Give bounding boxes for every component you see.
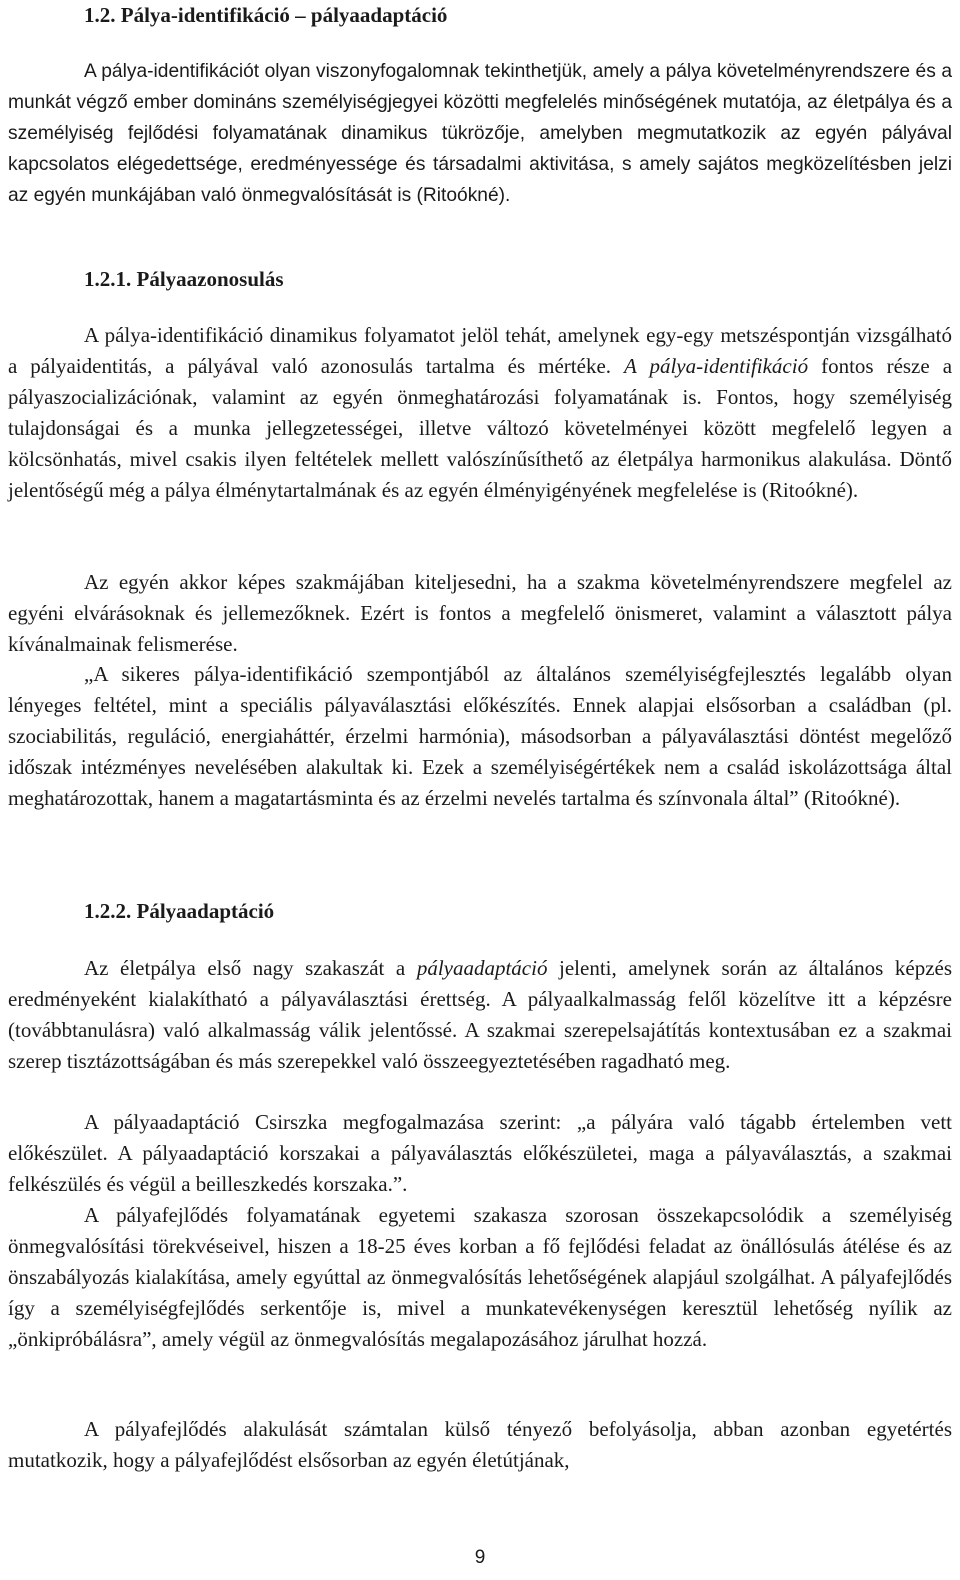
subsection-heading-identification: 1.2.1. Pályaazonosulás — [84, 267, 284, 291]
adaptation-paragraph-1-continued: jelenti, amelynek során az általános képzés eredményeként kialakítható a pályaválasztási érettség. A pályaalkalmasság felől közelítve itt a képzésre (továbbtanulásra) való alkalmasság válik jelentőssé. A szakmai szerepelsajátítás kontextusában ez a szakmai szerep tisztázottságában és más szerepekkel való összeegyeztetésében ragadható meg. — [8, 956, 953, 1073]
identification-paragraph-1-continued: fontos része a pályaszocializációnak, valamint az egyén önmeghatározási folyamatának is. Fontos, hogy személyiség tulajdonságai és a munka jellegzetességei, illetve változó követelményei között megfelelő legyen a kölcsönhatás, mivel csakis ilyen feltételek mellett valószínűsíthető az életpálya harmonikus alakulása. Döntő jelentőségű még a pálya élménytartalmának és az egyén élményigényének megfelelése is (Ritoókné). — [8, 354, 953, 502]
identification-paragraph-2: Az egyén akkor képes szakmájában kiteljesedni, ha a szakma követelményrendszere megfelel az egyéni elvárásoknak és jellemezőknek. Ezért is fontos a megfelelő önismeret, valamint a választott pálya kívánalmainak felismerése. — [8, 570, 952, 656]
identification-paragraph-3-quote: „A sikeres pálya-identifikáció szempontjából az általános személyiségfejlesztés legalább olyan lényeges feltétel, mint a speciális pályaválasztási előkészítés. Ennek alapjai elsősorban a családban (pl. szociabilitás, reguláció, energiaháttér, érzelmi harmónia), másodsorban a pályaválasztási döntést megelőző időszak intézményes nevelésében alakultak ki. Ezek a személyiségértékek nem a család iskolázottsága által meghatározottak, hanem a magatartásminta és az érzelmi nevelés tartalma és színvonala által” (Ritoókné). — [8, 662, 952, 810]
identification-paragraph-1 — [8, 320, 952, 506]
adaptation-term: pályaadaptáció — [416, 956, 548, 980]
subsection-heading-adaptation: 1.2.2. Pályaadaptáció — [84, 899, 275, 923]
page-number: 9 — [474, 1547, 486, 1568]
section-heading: 1.2. Pálya-identifikáció – pályaadaptáció — [84, 3, 448, 27]
adaptation-paragraph-1-text: Az életpálya első nagy szakaszát a — [84, 956, 417, 980]
identification-paragraph-1-text: A pálya-identifikáció dinamikus folyamatot jelöl tehát, amelynek egy-egy metszéspontján vizsgálható a pályaidentitás, a pályával való azonosulás tartalma és mértéke. — [8, 323, 952, 378]
adaptation-paragraph-2: A pályaadaptáció Csirszka megfogalmazása szerint: „a pályára való tágabb értelemben vett előkészület. A pályaadaptáció korszakai a pályaválasztás előkészületei, maga a pályaválasztás, a szakmai felkészülés és végül a beilleszkedés korszaka.”. — [8, 1110, 952, 1196]
adaptation-paragraph-1 — [8, 953, 952, 1077]
intro-paragraph: A pálya-identifikációt olyan viszonyfogalomnak tekinthetjük, amely a pálya követelményrendszere és a munkát végző ember domináns személyiségjegyei közötti megfelelés minőségének mutatója, az életpálya és a személyiség fejlődési folyamatának dinamikus tükrözője, amelyben megmutatkozik az egyén pályával kapcsolatos elégedettsége, eredményessége és társadalmi aktivitása, s amely sajátos megközelítésben jelzi az egyén munkájában való önmegvalósítását is (Ritoókné). — [8, 61, 952, 206]
adaptation-paragraph-4: A pályafejlődés alakulását számtalan külső tényező befolyásolja, abban azonban egyetértés mutatkozik, hogy a pályafejlődést elsősorban az egyén életútjának, — [8, 1417, 952, 1472]
adaptation-paragraph-3: A pályafejlődés folyamatának egyetemi szakasza szorosan összekapcsolódik a személyiség önmegvalósítási törekvéseivel, hiszen a 18-25 éves korban a fő fejlődési feladat az önállósulás átélése és az önszabályozás kialakítása, amely egyúttal az önmegvalósítás lehetőségének alapjául szolgálhat. A pályafejlődés így a személyiségfejlődés serkentője is, mivel a munkatevékenységen keresztül lehetőség nyílik az „önkipróbálásra”, amely végül az önmegvalósítás megalapozásához járulhat hozzá. — [8, 1203, 952, 1351]
identification-term: A pálya-identifikáció — [624, 354, 809, 378]
